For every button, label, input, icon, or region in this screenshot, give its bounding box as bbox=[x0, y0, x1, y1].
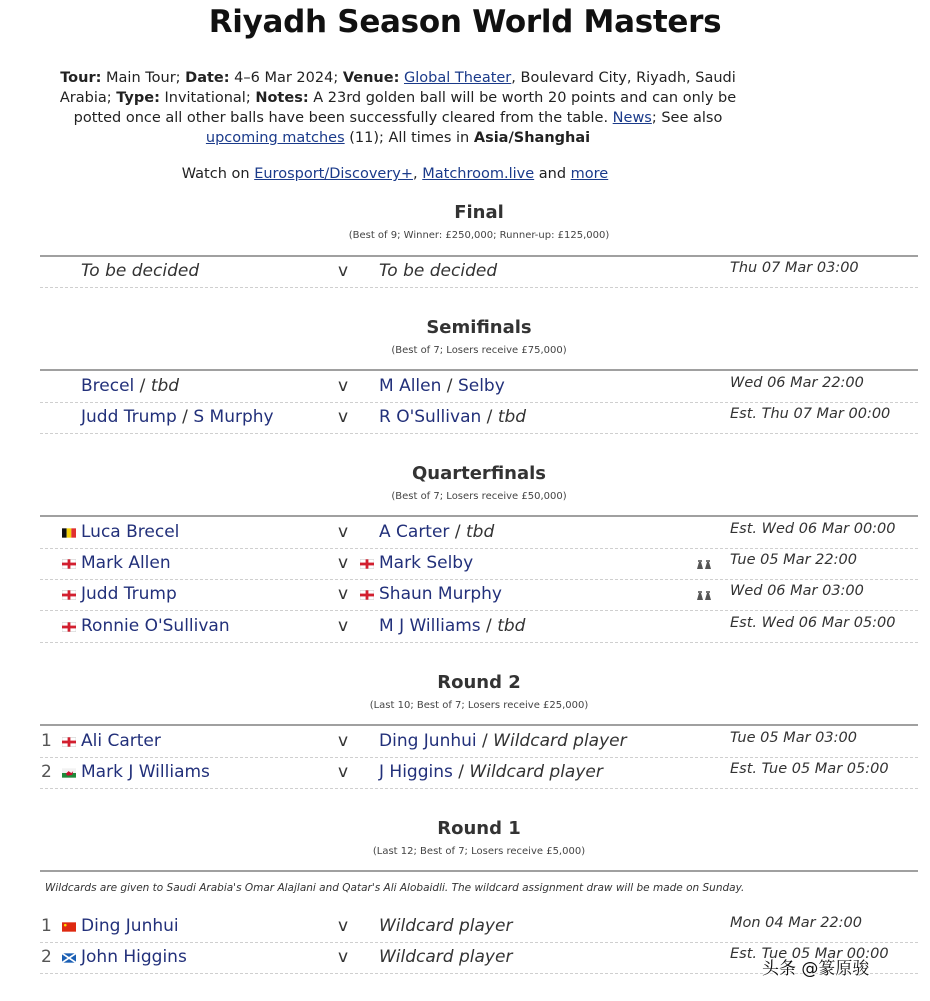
wales-flag-icon bbox=[62, 768, 76, 778]
match-row bbox=[40, 372, 918, 403]
watch-on-line bbox=[0, 166, 790, 182]
player1-link[interactable]: John Higgins bbox=[81, 947, 187, 967]
venue-label: Venue: bbox=[342, 70, 400, 86]
player1-link[interactable]: Judd Trump bbox=[81, 584, 177, 604]
match-time: Tue 05 Mar 22:00 bbox=[730, 552, 857, 568]
watch-prefix: Watch on bbox=[181, 166, 255, 182]
watch-comma: , bbox=[413, 166, 423, 182]
match-row bbox=[40, 758, 918, 789]
belgium-flag-icon bbox=[62, 528, 76, 538]
round-subtitle-round1: (Last 12; Best of 7; Losers receive £5,000) bbox=[372, 846, 586, 857]
separator: / bbox=[441, 376, 458, 396]
player1-link[interactable]: Mark Allen bbox=[81, 553, 171, 573]
wildcard-note: Wildcards are given to Saudi Arabia's Omar Alajlani and Qatar's Ali Alobaidli. The wildcard assignment draw will be made on Sunday. bbox=[45, 882, 745, 894]
separator: / bbox=[476, 731, 494, 751]
player1-link[interactable]: Brecel bbox=[81, 376, 135, 396]
china-flag-icon bbox=[62, 922, 76, 932]
tour-label: Tour: bbox=[60, 70, 102, 86]
separator: / bbox=[176, 407, 194, 427]
match-row bbox=[40, 257, 918, 288]
player2-tbd: tbd bbox=[497, 616, 526, 636]
date-value: 4–6 Mar 2024; bbox=[229, 70, 343, 86]
player2-wildcard: Wildcard player bbox=[469, 762, 603, 782]
notes-label: Notes: bbox=[255, 90, 309, 106]
versus: v bbox=[338, 616, 349, 636]
match-time: Est. Wed 06 Mar 05:00 bbox=[730, 615, 896, 631]
player2 bbox=[379, 616, 525, 636]
seed-number: 1 bbox=[41, 731, 52, 751]
section-divider bbox=[40, 369, 918, 371]
player2-link[interactable]: A Carter bbox=[379, 522, 450, 542]
separator: / bbox=[134, 376, 151, 396]
round-title-quarterfinals: Quarterfinals bbox=[411, 463, 546, 484]
page-title: Riyadh Season World Masters bbox=[208, 4, 722, 40]
player2-wildcard: Wildcard player bbox=[379, 947, 513, 967]
player1-link-b[interactable]: S Murphy bbox=[193, 407, 274, 427]
watermark: 头条 @篆原骏 bbox=[762, 959, 870, 979]
player1-link[interactable]: Ding Junhui bbox=[81, 916, 179, 936]
tour-value: Main Tour; bbox=[101, 70, 186, 86]
versus: v bbox=[338, 407, 349, 427]
player2-link[interactable]: Shaun Murphy bbox=[379, 584, 502, 604]
watch-and: and bbox=[534, 166, 571, 182]
player2-link[interactable]: R O'Sullivan bbox=[379, 407, 482, 427]
player2-link-b[interactable]: Selby bbox=[457, 376, 505, 396]
upcoming-matches-link[interactable]: upcoming matches bbox=[205, 130, 345, 146]
timezone: Asia/Shanghai bbox=[473, 130, 591, 146]
round-subtitle-quarterfinals: (Best of 7; Losers receive £50,000) bbox=[391, 491, 567, 502]
match-time: Est. Tue 05 Mar 00:00 bbox=[730, 946, 889, 962]
player2-link-a[interactable]: M Allen bbox=[379, 376, 442, 396]
round-subtitle-semifinals: (Best of 7; Losers receive £75,000) bbox=[391, 345, 567, 356]
versus: v bbox=[338, 376, 349, 396]
player1 bbox=[81, 407, 274, 427]
match-row bbox=[40, 549, 918, 580]
type-label: Type: bbox=[116, 90, 160, 106]
tv-icon bbox=[696, 558, 712, 570]
match-time: Wed 06 Mar 03:00 bbox=[730, 583, 864, 599]
more-link[interactable]: more bbox=[570, 166, 609, 182]
match-time: Est. Tue 05 Mar 05:00 bbox=[730, 761, 889, 777]
player2-link[interactable]: M J Williams bbox=[379, 616, 481, 636]
tv-icon bbox=[696, 589, 712, 601]
upcoming-count: (11); All times in bbox=[344, 130, 474, 146]
versus: v bbox=[338, 947, 349, 967]
seed-number: 1 bbox=[41, 916, 52, 936]
match-row bbox=[40, 580, 918, 611]
player1 bbox=[81, 376, 179, 396]
player2 bbox=[379, 762, 603, 782]
player2 bbox=[379, 522, 494, 542]
player2-wildcard: Wildcard player bbox=[493, 731, 627, 751]
player2-tbd: tbd bbox=[465, 522, 495, 542]
versus: v bbox=[338, 731, 349, 751]
versus: v bbox=[338, 584, 349, 604]
type-value: Invitational; bbox=[159, 90, 256, 106]
matchroom-link[interactable]: Matchroom.live bbox=[422, 166, 535, 182]
match-time: Thu 07 Mar 03:00 bbox=[730, 260, 859, 276]
player2 bbox=[379, 407, 526, 427]
versus: v bbox=[338, 762, 349, 782]
date-label: Date: bbox=[185, 70, 230, 86]
round-title-round1: Round 1 bbox=[437, 818, 521, 839]
player2: To be decided bbox=[379, 261, 498, 281]
player2-tbd: tbd bbox=[497, 407, 527, 427]
player2 bbox=[379, 376, 505, 396]
player2 bbox=[379, 731, 627, 751]
seed-number: 2 bbox=[41, 762, 52, 782]
player2-link[interactable]: Mark Selby bbox=[379, 553, 474, 573]
match-time: Tue 05 Mar 03:00 bbox=[730, 730, 857, 746]
match-time: Mon 04 Mar 22:00 bbox=[730, 915, 862, 931]
player1-link[interactable]: Mark J Williams bbox=[81, 762, 210, 782]
separator: / bbox=[480, 616, 498, 636]
match-row bbox=[40, 403, 918, 434]
separator: / bbox=[449, 522, 466, 542]
england-flag-icon bbox=[62, 622, 76, 632]
round-title-round2: Round 2 bbox=[437, 672, 521, 693]
match-time: Est. Thu 07 Mar 00:00 bbox=[730, 406, 891, 422]
match-row bbox=[40, 518, 918, 549]
tournament-info bbox=[48, 68, 748, 148]
round-subtitle-round2: (Last 10; Best of 7; Losers receive £25,000) bbox=[369, 700, 589, 711]
venue-link[interactable]: Global Theater bbox=[403, 70, 512, 86]
england-flag-icon bbox=[62, 559, 76, 569]
section-divider bbox=[40, 515, 918, 517]
eurosport-link[interactable]: Eurosport/Discovery+ bbox=[254, 166, 414, 182]
player1-link[interactable]: Ronnie O'Sullivan bbox=[81, 616, 230, 636]
section-divider bbox=[40, 724, 918, 726]
england-flag-icon bbox=[62, 737, 76, 747]
see-also-text: ; See also bbox=[651, 110, 723, 126]
england-flag-icon bbox=[360, 590, 374, 600]
scotland-flag-icon bbox=[62, 953, 76, 963]
player1-link[interactable]: Luca Brecel bbox=[81, 522, 180, 542]
match-time: Est. Wed 06 Mar 00:00 bbox=[730, 521, 896, 537]
match-time: Wed 06 Mar 22:00 bbox=[730, 375, 864, 391]
versus: v bbox=[338, 916, 349, 936]
round-title-semifinals: Semifinals bbox=[426, 317, 532, 338]
versus: v bbox=[338, 553, 349, 573]
notes-value: A 23rd golden ball will be worth 20 points and can only be potted once all other balls have been successfully cleared from the table. bbox=[73, 90, 737, 126]
round-subtitle-final: (Best of 9; Winner: £250,000; Runner-up: £125,000) bbox=[348, 230, 610, 241]
versus: v bbox=[338, 261, 349, 281]
player1-link-a[interactable]: Judd Trump bbox=[81, 407, 177, 427]
match-row bbox=[40, 612, 918, 643]
versus: v bbox=[338, 522, 349, 542]
round-title-final: Final bbox=[454, 202, 504, 223]
match-row bbox=[40, 912, 918, 943]
news-link[interactable]: News bbox=[612, 110, 652, 126]
venue-rest: , Boulevard City, Riyadh, Saudi Arabia; bbox=[59, 70, 736, 106]
player1: To be decided bbox=[81, 261, 200, 281]
player1-tbd: tbd bbox=[150, 376, 180, 396]
player2-link[interactable]: J Higgins bbox=[379, 762, 453, 782]
player1-link[interactable]: Ali Carter bbox=[81, 731, 161, 751]
separator: / bbox=[452, 762, 470, 782]
seed-number: 2 bbox=[41, 947, 52, 967]
england-flag-icon bbox=[360, 559, 374, 569]
player2-wildcard: Wildcard player bbox=[379, 916, 513, 936]
section-divider bbox=[40, 870, 918, 872]
player2-link[interactable]: Ding Junhui bbox=[379, 731, 477, 751]
england-flag-icon bbox=[62, 590, 76, 600]
separator: / bbox=[481, 407, 498, 427]
match-row bbox=[40, 727, 918, 758]
